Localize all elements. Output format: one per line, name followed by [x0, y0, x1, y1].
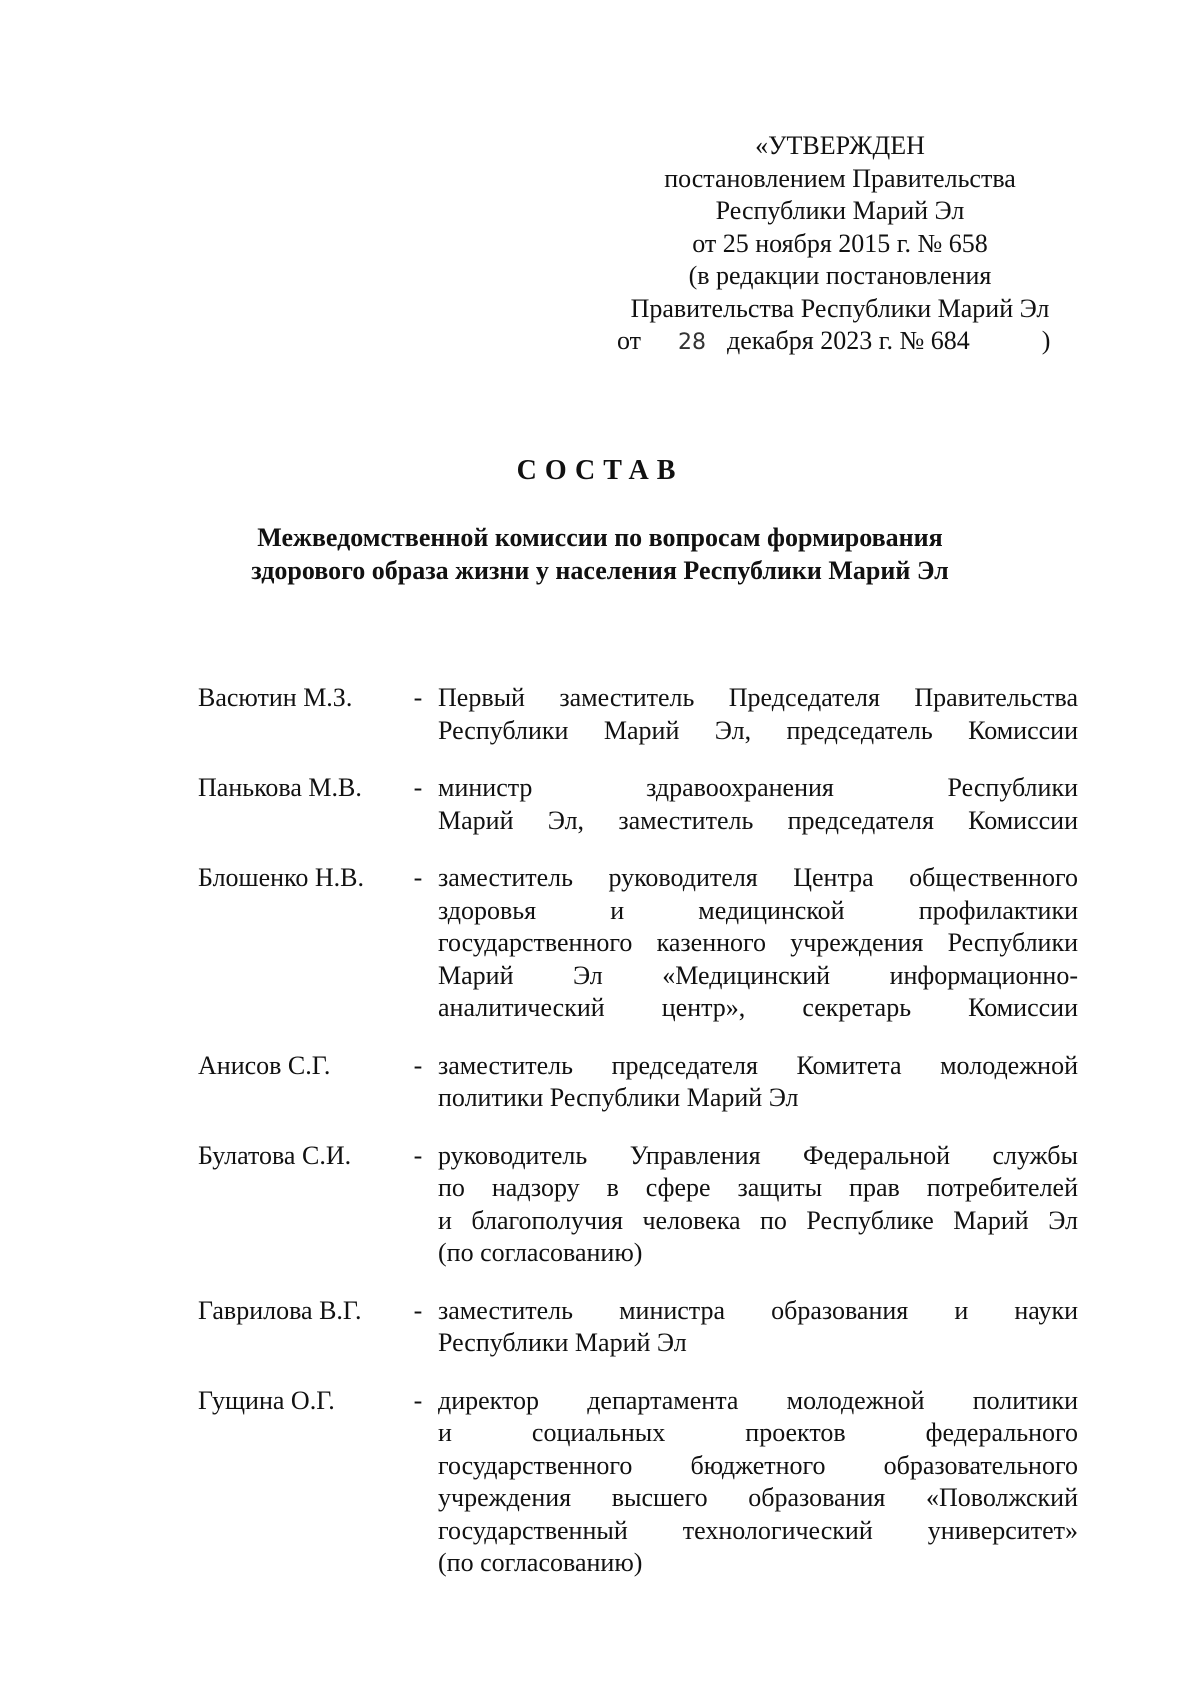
date-rest: декабря 2023 г. № 684 — [727, 326, 970, 355]
member-dash: - — [413, 1140, 423, 1170]
position-line: учреждения высшего образования «Поволжский — [438, 1483, 1078, 1512]
member-position — [438, 1295, 1078, 1360]
member-dash: - — [413, 773, 423, 802]
member-name: Панькова М.В. — [198, 773, 362, 802]
position-line: Республики Марий Эл, председатель Комиссии — [438, 715, 1078, 745]
approval-line: от 25 ноября 2015 г. № 658 — [692, 228, 988, 258]
approval-stamp — [600, 130, 1080, 360]
member-position — [438, 772, 1078, 837]
position-line: Первый заместитель Председателя Правительства — [438, 683, 1078, 712]
member-dash: - — [413, 1385, 423, 1415]
members-list — [198, 682, 1078, 1605]
member-name: Блошенко Н.В. — [198, 863, 364, 892]
position-line: государственный технологический университет» — [438, 1515, 1078, 1545]
position-line: по надзору в сфере защиты прав потребителей — [438, 1173, 1078, 1202]
position-line: аналитический центр», секретарь Комиссии — [438, 993, 1078, 1022]
member-name: Булатова С.И. — [198, 1140, 352, 1170]
date-day: 28 — [678, 330, 706, 355]
date-prefix: от — [617, 326, 642, 355]
position-line: заместитель министра образования и науки — [438, 1295, 1078, 1325]
position-line: заместитель председателя Комитета молодежной — [438, 1050, 1078, 1080]
position-line: (по согласованию) — [438, 1238, 643, 1267]
member-position — [438, 1050, 1078, 1115]
position-line: Марий Эл, заместитель председателя Комиссии — [438, 805, 1078, 835]
member-position — [438, 862, 1078, 1025]
position-line: директор департамента молодежной политики — [438, 1385, 1078, 1415]
subtitle-line: здорового образа жизни у населения Республики Марий Эл — [251, 556, 949, 585]
member-name: Гаврилова В.Г. — [198, 1295, 362, 1325]
position-line: заместитель руководителя Центра общественного — [438, 863, 1078, 892]
position-line: политики Республики Марий Эл — [438, 1083, 799, 1112]
member-name: Гущина О.Г. — [198, 1385, 335, 1415]
position-line: министр здравоохранения Республики — [438, 773, 1078, 802]
member-name: Васютин М.З. — [198, 683, 353, 712]
member-row — [198, 1140, 1078, 1270]
member-row — [198, 682, 1078, 747]
approval-line: постановлением Правительства — [664, 163, 1016, 193]
position-line: государственного казенного учреждения Республики — [438, 928, 1078, 957]
position-line: и социальных проектов федерального — [438, 1418, 1078, 1447]
member-row — [198, 1295, 1078, 1360]
member-dash: - — [413, 683, 423, 712]
approval-line: Правительства Республики Марий Эл — [630, 293, 1050, 323]
member-dash: - — [413, 1050, 423, 1080]
member-row — [198, 1385, 1078, 1580]
position-line: руководитель Управления Федеральной службы — [438, 1140, 1078, 1170]
approval-line: «УТВЕРЖДЕН — [755, 131, 925, 160]
member-position — [438, 1385, 1078, 1580]
position-line: Марий Эл «Медицинский информационно- — [438, 960, 1078, 990]
member-dash: - — [413, 1295, 423, 1325]
member-position — [438, 682, 1078, 747]
member-row — [198, 1050, 1078, 1115]
approval-line: Республики Марий Эл — [715, 196, 965, 225]
approval-line: (в редакции постановления — [688, 261, 992, 290]
position-line: и благополучия человека по Республике Марий Эл — [438, 1205, 1078, 1235]
subtitle-line: Межведомственной комиссии по вопросам формирования — [257, 523, 943, 552]
document-subtitle — [0, 521, 1200, 587]
member-row — [198, 862, 1078, 1025]
document-title: СОСТАВ — [516, 455, 684, 486]
member-name: Анисов С.Г. — [198, 1050, 331, 1080]
approval-date-line — [617, 325, 1080, 360]
member-position — [438, 1140, 1078, 1270]
date-close: ) — [1041, 326, 1051, 355]
position-line: государственного бюджетного образовательного — [438, 1450, 1078, 1480]
member-row — [198, 772, 1078, 837]
member-dash: - — [413, 863, 423, 892]
position-line: (по согласованию) — [438, 1548, 643, 1577]
position-line: здоровья и медицинской профилактики — [438, 895, 1078, 925]
position-line: Республики Марий Эл — [438, 1328, 687, 1357]
